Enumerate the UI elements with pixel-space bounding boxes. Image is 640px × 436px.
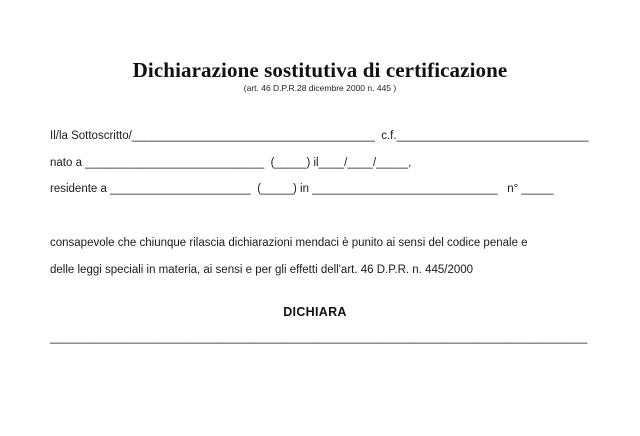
- form-line-residente-a: residente a ______________________ (_____) in _____________________________ n° _____: [50, 183, 554, 195]
- document-subtitle: (art. 46 D.P.R.28 dicembre 2000 n. 445 ): [243, 83, 397, 93]
- body-text-line-1: consapevole che chiunque rilascia dichiarazioni mendaci è punito ai sensi del codice penale e: [50, 237, 528, 249]
- form-line-sottoscritto: Il/la Sottoscritto/______________________________________ c.f.______________________________: [50, 130, 589, 142]
- body-text-line-2: delle leggi speciali in materia, ai sensi e per gli effetti dell'art. 46 D.P.R. n. 445/2000: [50, 264, 474, 276]
- form-line-nato-a: nato a ____________________________ (_____) il____/____/_____,: [50, 157, 412, 169]
- declaration-blank-line: ____________________________________________________________________________________: [50, 332, 588, 344]
- document-title: Dichiarazione sostitutiva di certificazione: [132, 58, 508, 82]
- dichiara-heading: DICHIARA: [283, 305, 347, 319]
